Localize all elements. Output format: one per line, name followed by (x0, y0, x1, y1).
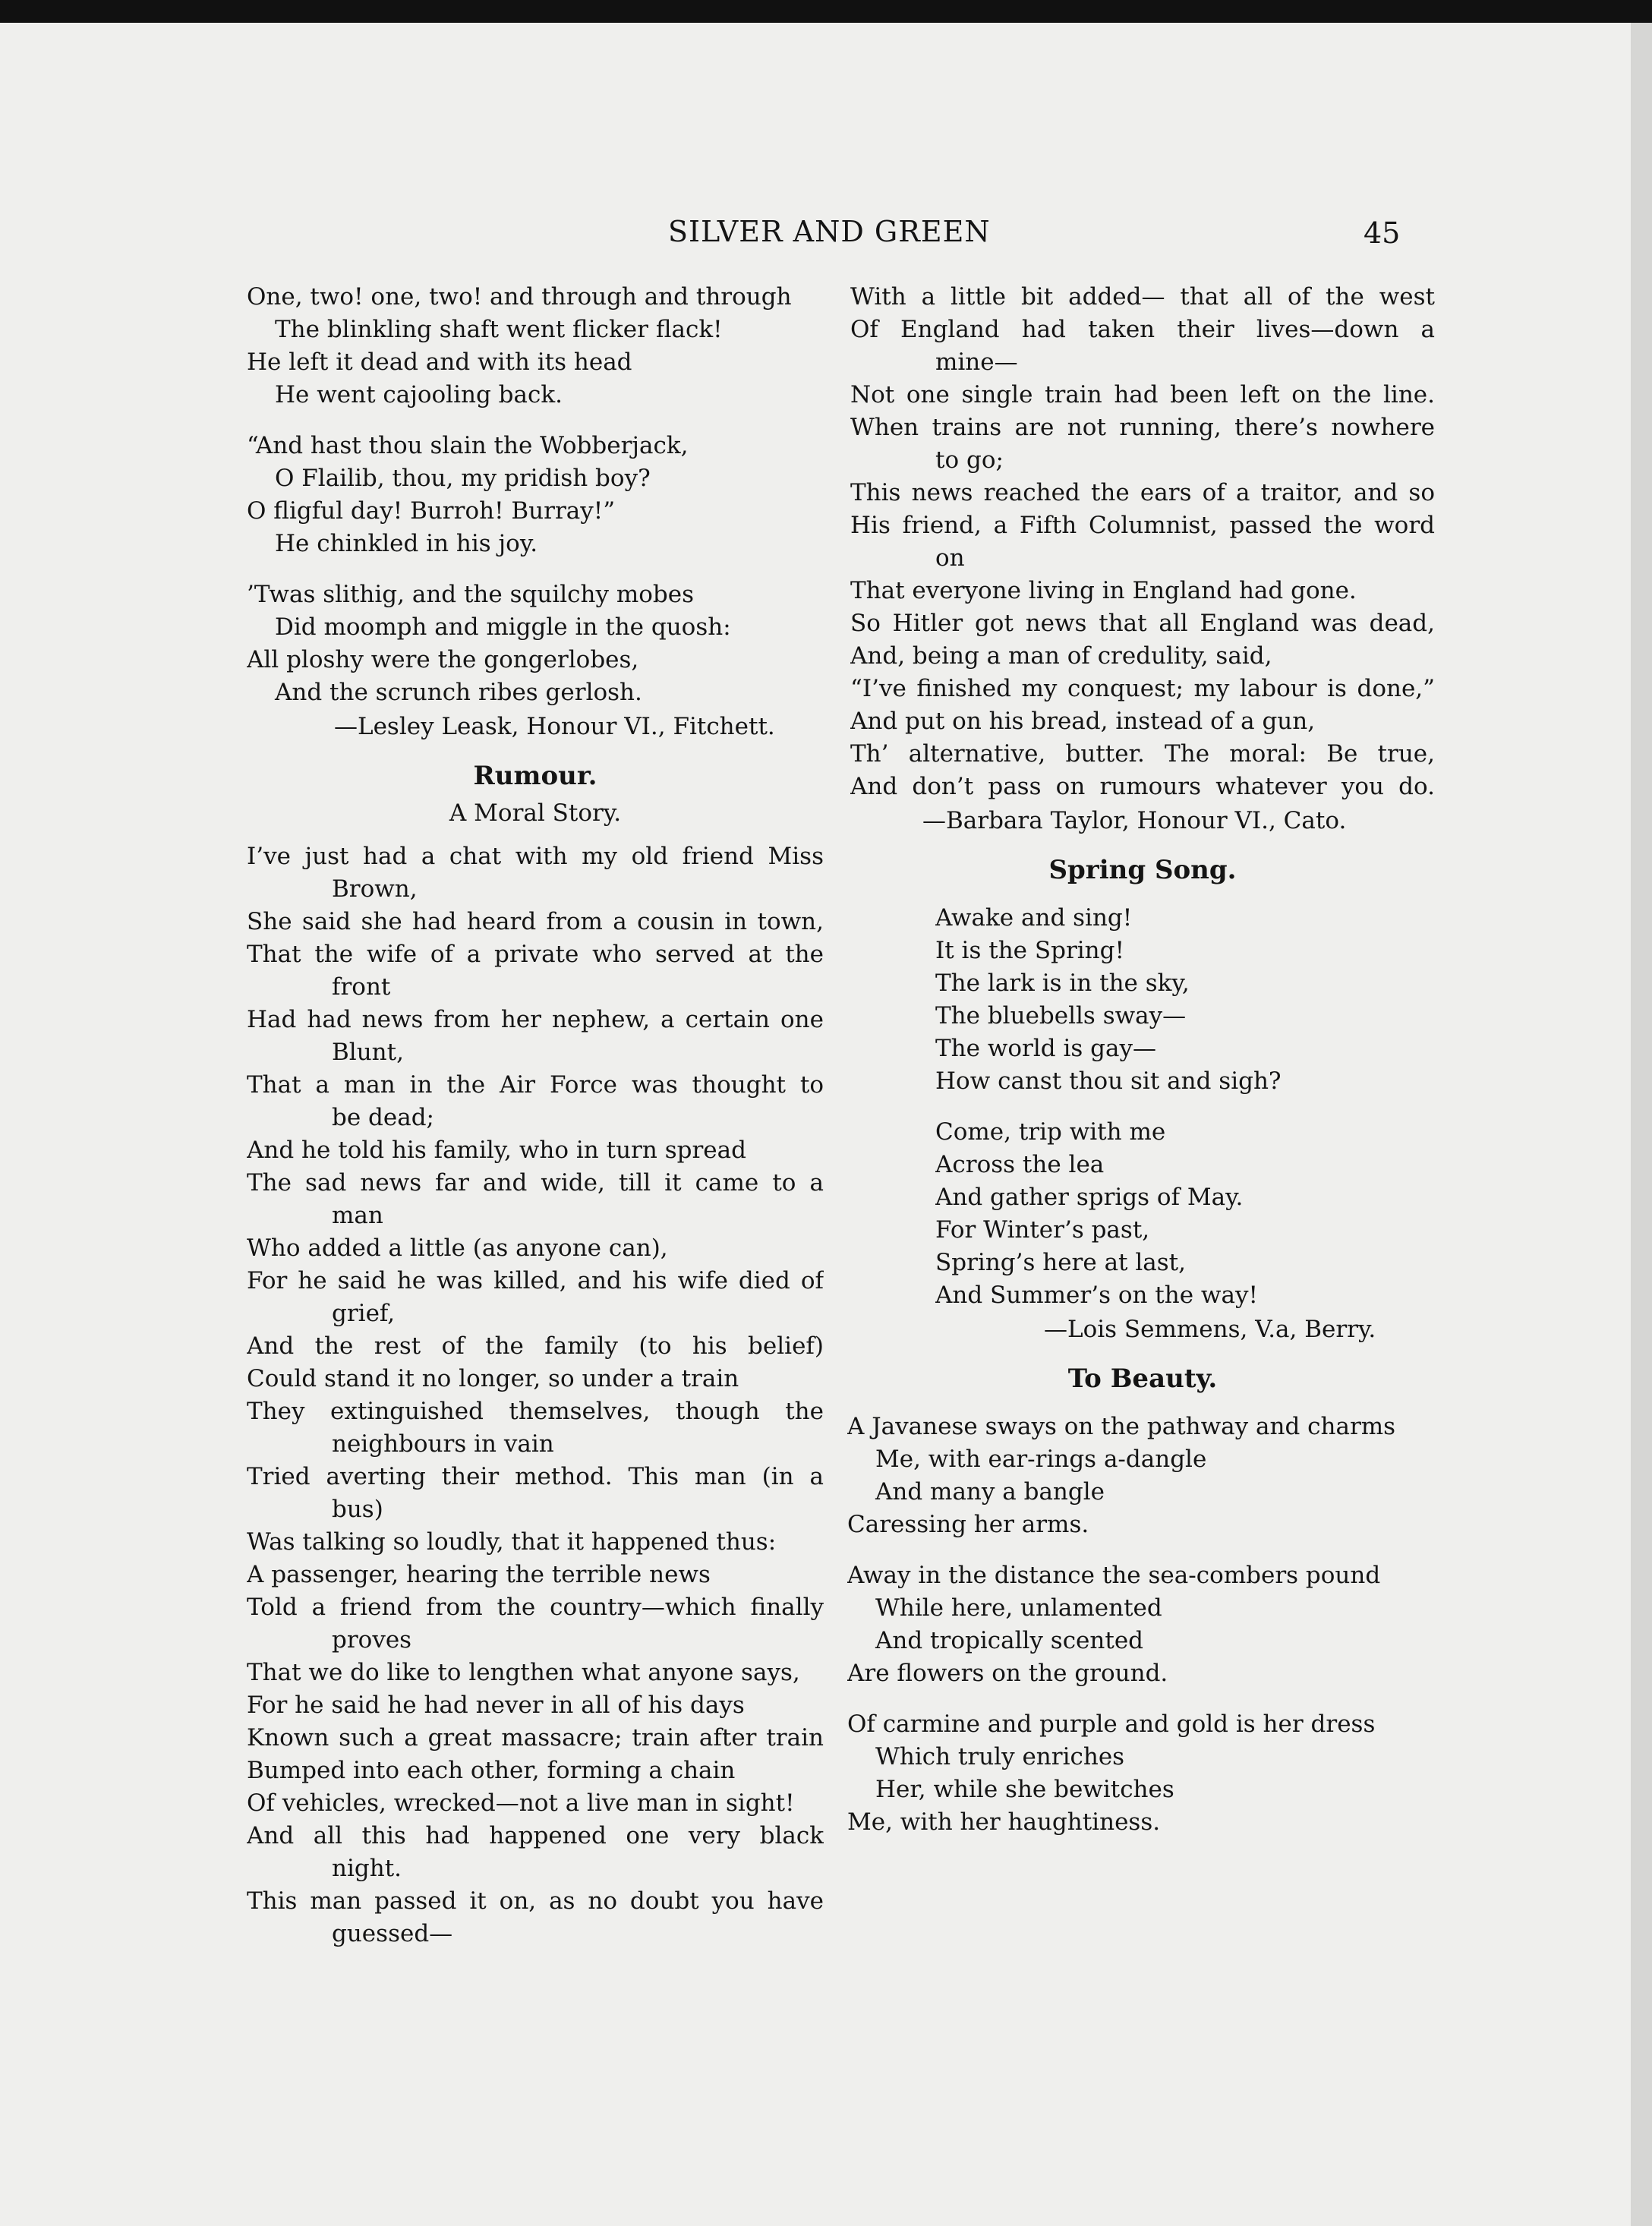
poem-line: Caressing her arms. (847, 1511, 1089, 1538)
poem-line: How canst thou sit and sigh? (935, 1067, 1282, 1095)
poem-line: Her, while she bewitches (875, 1776, 1174, 1803)
poem-line: Who added a little (as anyone can), (247, 1234, 668, 1262)
poem-line: “And hast thou slain the Wobberjack, (247, 432, 689, 459)
poem-line: And the rest of the family (to his belief) (247, 1332, 824, 1360)
poem-line: Which truly enriches (875, 1743, 1125, 1770)
left-column (247, 281, 824, 1950)
poem-line: With a little bit added— that all of the west (850, 283, 1435, 311)
poem-line: Of carmine and purple and gold is her dress (847, 1710, 1376, 1738)
poem-line: And, being a man of credulity, said, (850, 642, 1272, 670)
poem-line: front (332, 973, 391, 1001)
right-column (847, 281, 1435, 1839)
poem-line: That everyone living in England had gone. (850, 577, 1357, 604)
poem-line: Bumped into each other, forming a chain (247, 1757, 736, 1784)
poem-line: O Flailib, thou, my pridish boy? (275, 465, 651, 492)
poem-line: And Summer’s on the way! (935, 1282, 1258, 1309)
scan-top-band (0, 0, 1652, 23)
poem-line: A passenger, hearing the terrible news (247, 1561, 711, 1588)
poem-line: The lark is in the sky, (935, 970, 1190, 997)
poem-line: For he said he had never in all of his days (247, 1692, 745, 1719)
poem-line: Did moomph and miggle in the quosh: (275, 613, 731, 641)
poem-line: Tried averting their method. This man (in a (247, 1463, 824, 1490)
poem-line: Was talking so loudly, that it happened thus: (247, 1528, 777, 1556)
poem-line: While here, unlamented (875, 1594, 1162, 1622)
poem-line: She said she had heard from a cousin in town, (247, 908, 824, 935)
poem-line: Away in the distance the sea-combers pound (847, 1562, 1381, 1589)
poem-line: proves (332, 1626, 412, 1654)
poem-line: grief, (332, 1300, 396, 1327)
spring-song-poem (850, 902, 1435, 1312)
poem-line: And put on his bread, instead of a gun, (850, 708, 1316, 735)
page-header (0, 215, 1631, 260)
poem-line: That we do like to lengthen what anyone says, (247, 1659, 800, 1686)
poem-line: Had had news from her nephew, a certain one (247, 1006, 824, 1033)
poem-line: He left it dead and with its head (247, 348, 632, 376)
page-edge (1631, 23, 1652, 2226)
poem-line: Could stand it no longer, so under a train (247, 1365, 739, 1392)
poem-ending (247, 281, 824, 744)
poem-line: That the wife of a private who served at the (247, 941, 824, 968)
to-beauty-poem (847, 1411, 1435, 1839)
poem-line: He went cajooling back. (275, 381, 563, 408)
poem-line: This man passed it on, as no doubt you have (247, 1887, 824, 1915)
poem-line: The world is gay— (935, 1035, 1156, 1062)
running-title: SILVER AND GREEN (668, 215, 991, 248)
page-number: 45 (1364, 216, 1401, 250)
poem-line: And many a bangle (875, 1478, 1105, 1506)
poem-line: bus) (332, 1496, 383, 1523)
poem-line: Known such a great massacre; train after train (247, 1724, 824, 1751)
spring-song-title: Spring Song. (1048, 855, 1237, 885)
poem-line: The sad news far and wide, till it came to a (247, 1169, 824, 1197)
poem-line: Told a friend from the country—which finally (247, 1594, 824, 1621)
to-beauty-title: To Beauty. (1067, 1364, 1218, 1394)
poem-line: So Hitler got news that all England was dead, (850, 610, 1435, 637)
poem-line: They extinguished themselves, though the (247, 1398, 824, 1425)
poem-line: For Winter’s past, (935, 1216, 1150, 1244)
poem-line: That a man in the Air Force was thought to (247, 1071, 824, 1099)
poem-line: His friend, a Fifth Columnist, passed the word (850, 512, 1435, 539)
rumour-title: Rumour. (473, 761, 597, 791)
poem-line: on (935, 544, 965, 572)
poem-line: It is the Spring! (935, 937, 1124, 964)
poem-line: Awake and sing! (935, 904, 1133, 932)
poem-line: When trains are not running, there’s nowhere (850, 414, 1435, 441)
poem-line: The blinkling shaft went flicker flack! (275, 316, 723, 343)
poem-line: Of England had taken their lives—down a (850, 316, 1435, 343)
poem-line: mine— (935, 348, 1018, 376)
poem-line: The bluebells sway— (935, 1002, 1187, 1029)
poem-line: Th’ alternative, butter. The moral: Be true, (850, 740, 1435, 768)
poem-line: Across the lea (935, 1151, 1105, 1178)
rumour-poem (247, 840, 824, 1950)
poem-line: He chinkled in his joy. (275, 530, 538, 557)
poem-line: Not one single train had been left on the line. (850, 381, 1435, 408)
rumour-credit: —Barbara Taylor, Honour VI., Cato. (922, 807, 1347, 834)
poem-line: And tropically scented (875, 1627, 1144, 1654)
rumour-subtitle: A Moral Story. (449, 799, 622, 827)
poem-line: guessed— (332, 1920, 453, 1947)
poem-line: A Javanese sways on the pathway and charms (847, 1413, 1396, 1440)
poem-line: Of vehicles, wrecked—not a live man in sight! (247, 1789, 795, 1817)
poem-line: One, two! one, two! and through and through (247, 283, 792, 311)
poem-line: Spring’s here at last, (935, 1249, 1186, 1276)
poem-line: man (332, 1202, 383, 1229)
poem-line: night. (332, 1855, 402, 1882)
poem-line: And the scrunch ribes gerlosh. (275, 679, 642, 706)
poem-line: Blunt, (332, 1039, 404, 1066)
poem-line: Are flowers on the ground. (847, 1660, 1168, 1687)
poem-line: Brown, (332, 875, 418, 903)
poem-line: be dead; (332, 1104, 435, 1131)
poem-line: All ploshy were the gongerlobes, (247, 646, 639, 673)
rumour-poem-continued (850, 281, 1435, 838)
poem-line: I’ve just had a chat with my old friend Miss (247, 843, 824, 870)
spring-song-credit: —Lois Semmens, V.a, Berry. (1044, 1316, 1376, 1343)
poem-credit: —Lesley Leask, Honour VI., Fitchett. (334, 713, 775, 740)
poem-line: And he told his family, who in turn spread (247, 1137, 746, 1164)
poem-line: This news reached the ears of a traitor, and so (850, 479, 1435, 506)
poem-line: neighbours in vain (332, 1430, 554, 1458)
poem-line: Me, with her haughtiness. (847, 1808, 1161, 1836)
poem-line: Come, trip with me (935, 1118, 1166, 1146)
poem-line: For he said he was killed, and his wife died of (247, 1267, 824, 1294)
poem-line: Me, with ear-rings a-dangle (875, 1446, 1207, 1473)
poem-line: to go; (935, 446, 1004, 474)
poem-line: And all this had happened one very black (247, 1822, 824, 1849)
poem-line: And don’t pass on rumours whatever you do. (850, 773, 1435, 800)
poem-line: O fligful day! Burroh! Burray!” (247, 497, 616, 525)
poem-line: “I’ve finished my conquest; my labour is done,” (850, 675, 1435, 702)
poem-line: And gather sprigs of May. (935, 1184, 1244, 1211)
poem-line: ’Twas slithig, and the squilchy mobes (247, 581, 694, 608)
